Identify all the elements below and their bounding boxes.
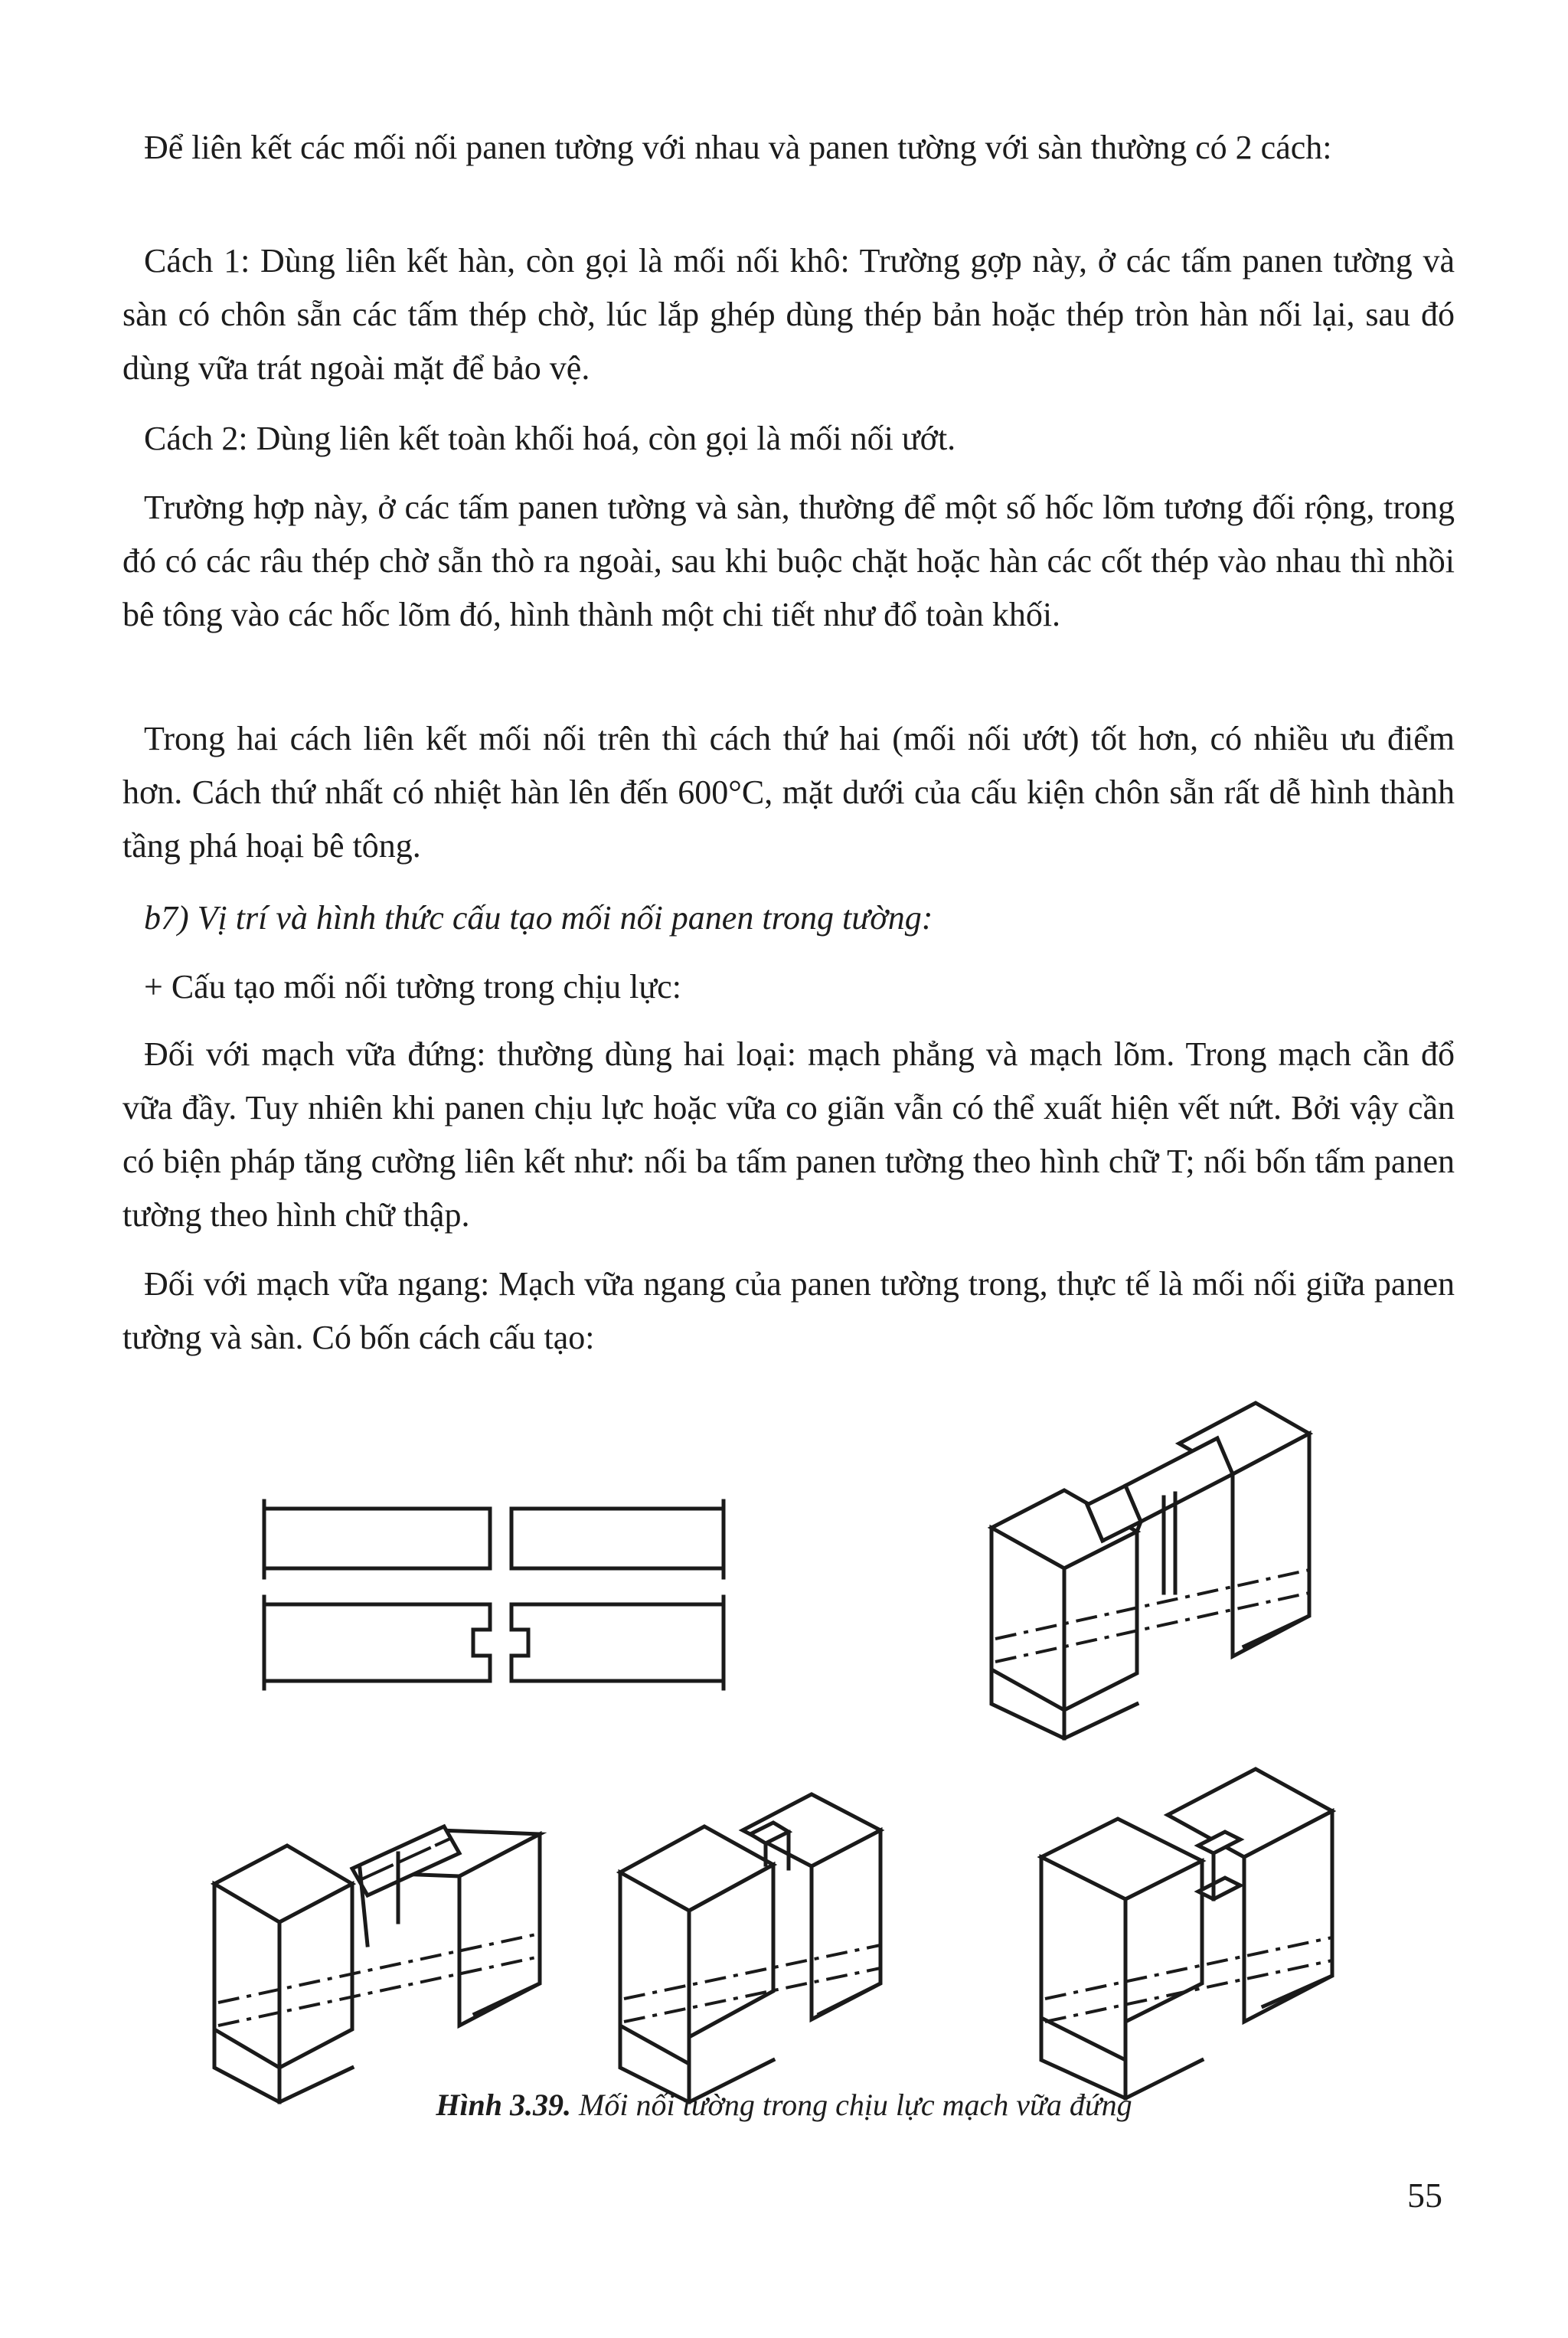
paragraph-bearing-wall: + Cấu tạo mối nối tường trong chịu lực: <box>144 968 681 1006</box>
page-number: 55 <box>1407 2176 1442 2215</box>
paragraph-horizontal-joint: Đối với mạch vữa ngang: Mạch vữa ngang của panen tường trong, thực tế là mối nối giữa panen tường và sàn. Có bốn cách cấu tạo: <box>122 1265 1455 1356</box>
section-heading-b7: b7) Vị trí và hình thức cấu tạo mối nối panen trong tường: <box>144 899 933 937</box>
isometric-joint-bottom-right <box>1041 1769 1332 2098</box>
paragraph-wet-joint: Trường hợp này, ở các tấm panen tường và sàn, thường để một số hốc lõm tương đối rộng, trong đó có các râu thép chờ sẵn thò ra ngoài, sau khi buộc chặt hoặc hàn các cốt thép vào nhau thì nhồi bê tông vào các hốc lõm đó, hình thành một chi tiết như đổ toàn khối. <box>122 489 1455 633</box>
isometric-joint-top-right <box>991 1403 1309 1738</box>
plan-view-flat-joint <box>264 1501 724 1578</box>
figure-caption <box>0 2087 1568 2123</box>
isometric-joint-bottom-left <box>214 1826 540 2102</box>
figure-title: Mối nối tường trong chịu lực mạch vữa đứng <box>571 2088 1132 2122</box>
paragraph-comparison: Trong hai cách liên kết mối nối trên thì cách thứ hai (mối nối ướt) tốt hơn, có nhiều ưu điểm hơn. Cách thứ nhất có nhiệt hàn lên đến 600°C, mặt dưới của cấu kiện chôn sẵn rất dễ hình thành tầng phá hoại bê tông. <box>122 720 1455 865</box>
paragraph-method-2: Cách 2: Dùng liên kết toàn khối hoá, còn gọi là mối nối ướt. <box>144 420 956 457</box>
paragraph-method-1: Cách 1: Dùng liên kết hàn, còn gọi là mối nối khô: Trường gợp này, ở các tấm panen tường và sàn có chôn sẵn các tấm thép chờ, lúc lắp ghép dùng thép bản hoặc thép tròn hàn nối lại, sau đó dùng vữa trát ngoài mặt để bảo vệ. <box>122 242 1455 387</box>
paragraph-vertical-joint: Đối với mạch vữa đứng: thường dùng hai loại: mạch phẳng và mạch lõm. Trong mạch cần đổ vữa đầy. Tuy nhiên khi panen chịu lực hoặc vữa co giãn vẫn có thể xuất hiện vết nứt. Bởi vậy cần có biện pháp tăng cường liên kết như: nối ba tấm panen tường theo hình chữ T; nối bốn tấm panen tường theo hình chữ thập. <box>122 1035 1455 1234</box>
isometric-joint-bottom-middle <box>620 1794 880 2102</box>
figure-number: Hình 3.39. <box>436 2088 572 2122</box>
paragraph-intro: Để liên kết các mối nối panen tường với nhau và panen tường với sàn thường có 2 cách: <box>144 129 1332 166</box>
plan-view-keyed-joint <box>264 1597 724 1689</box>
